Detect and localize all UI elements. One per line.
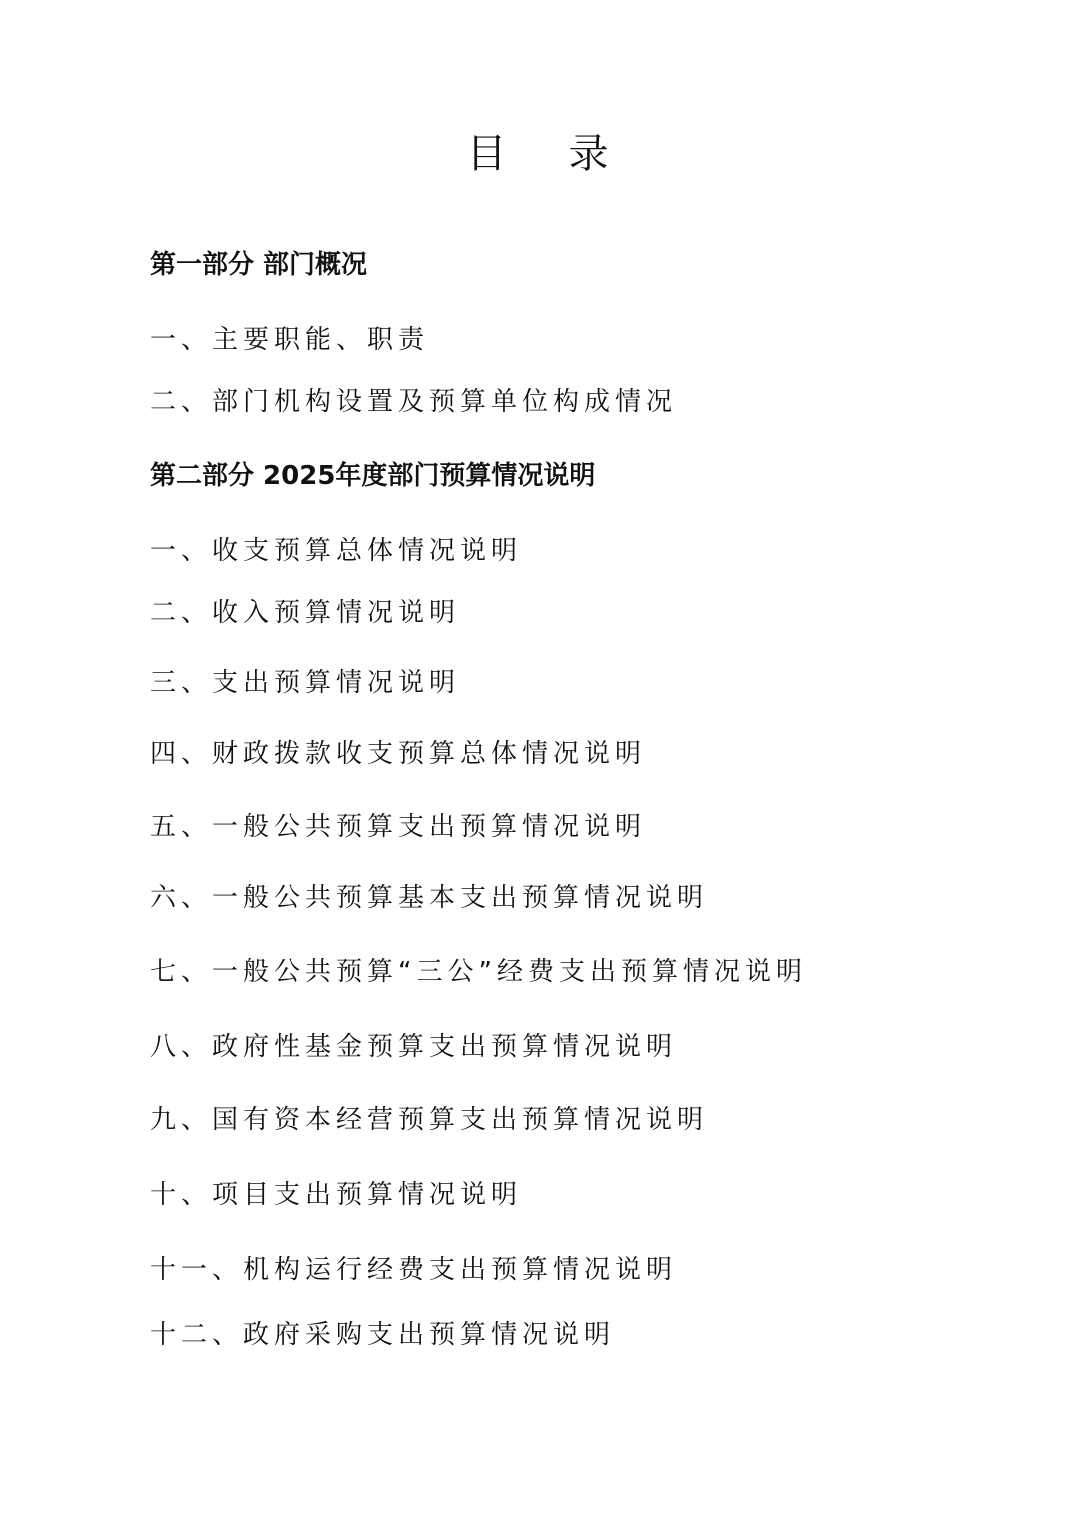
toc-item-1-2: 二、部门机构设置及预算单位构成情况 [150, 387, 678, 417]
toc-item-2-4: 四、财政拨款收支预算总体情况说明 [150, 739, 647, 769]
toc-item-2-7: 七、一般公共预算“三公”经费支出预算情况说明 [150, 957, 807, 987]
toc-item-2-2: 二、收入预算情况说明 [150, 598, 461, 628]
toc-item-2-9: 九、国有资本经营预算支出预算情况说明 [150, 1105, 709, 1135]
toc-item-2-6: 六、一般公共预算基本支出预算情况说明 [150, 883, 709, 913]
toc-item-2-8: 八、政府性基金预算支出预算情况说明 [150, 1032, 678, 1062]
toc-item-2-5: 五、一般公共预算支出预算情况说明 [150, 812, 647, 842]
toc-item-1-1: 一、主要职能、职责 [150, 325, 430, 355]
toc-item-2-11: 十一、机构运行经费支出预算情况说明 [150, 1255, 678, 1285]
toc-item-2-3: 三、支出预算情况说明 [150, 668, 461, 698]
toc-item-2-10: 十、项目支出预算情况说明 [150, 1180, 523, 1210]
part2-heading: 第二部分 2025年度部门预算情况说明 [150, 461, 596, 491]
toc-item-2-1: 一、收支预算总体情况说明 [150, 536, 523, 566]
part1-heading: 第一部分 部门概况 [150, 250, 368, 280]
page-title: 目录 [466, 131, 671, 177]
toc-item-2-12: 十二、政府采购支出预算情况说明 [150, 1320, 616, 1350]
